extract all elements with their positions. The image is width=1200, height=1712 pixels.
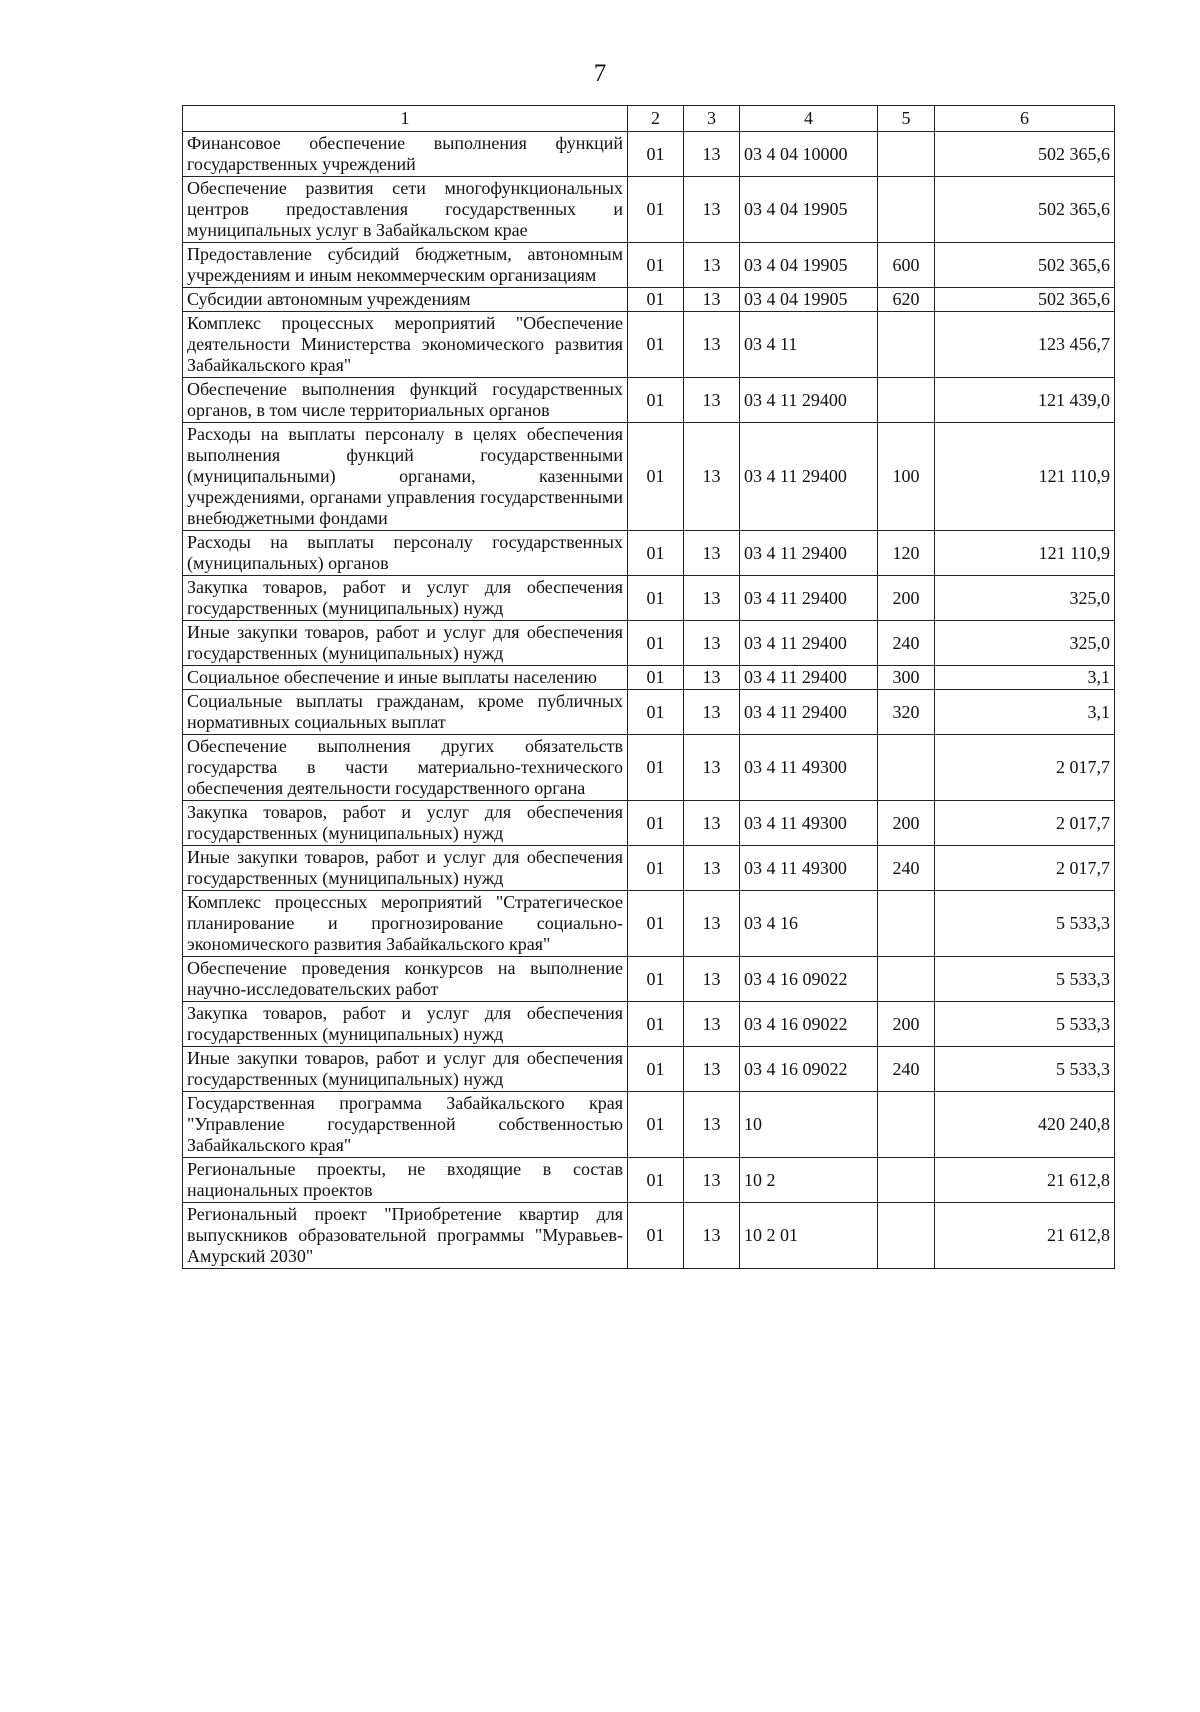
subsection-cell: 13	[684, 132, 740, 177]
table-row	[183, 666, 1115, 690]
table-row	[183, 243, 1115, 288]
expense-type-cell: 600	[878, 243, 935, 288]
target-article-cell: 03 4 11 29400	[740, 690, 878, 735]
page-number: 7	[593, 60, 607, 87]
subsection-cell: 13	[684, 891, 740, 957]
subsection-cell: 13	[684, 1203, 740, 1269]
expense-type-cell: 300	[878, 666, 935, 690]
amount-cell: 325,0	[935, 576, 1115, 621]
expense-type-cell: 620	[878, 288, 935, 312]
target-article-cell: 03 4 11 29400	[740, 666, 878, 690]
expense-type-cell	[878, 1092, 935, 1158]
subsection-cell: 13	[684, 735, 740, 801]
row-name-cell: Государственная программа Забайкальского края "Управление государственной собственностью Забайкальского края"	[183, 1092, 628, 1158]
amount-cell: 121 110,9	[935, 531, 1115, 576]
table-row	[183, 1092, 1115, 1158]
amount-cell: 21 612,8	[935, 1203, 1115, 1269]
amount-cell: 21 612,8	[935, 1158, 1115, 1203]
subsection-cell: 13	[684, 1002, 740, 1047]
amount-cell: 502 365,6	[935, 132, 1115, 177]
row-name-cell: Закупка товаров, работ и услуг для обеспечения государственных (муниципальных) нужд	[183, 576, 628, 621]
row-name-cell: Иные закупки товаров, работ и услуг для обеспечения государственных (муниципальных) нужд	[183, 1047, 628, 1092]
target-article-cell: 03 4 04 19905	[740, 288, 878, 312]
table-row	[183, 735, 1115, 801]
section-cell: 01	[628, 666, 684, 690]
table-row	[183, 690, 1115, 735]
table-header-row	[183, 106, 1115, 132]
amount-cell: 5 533,3	[935, 957, 1115, 1002]
row-name-cell: Региональные проекты, не входящие в состав национальных проектов	[183, 1158, 628, 1203]
table-row	[183, 531, 1115, 576]
target-article-cell: 03 4 11 29400	[740, 378, 878, 423]
row-name-cell: Закупка товаров, работ и услуг для обеспечения государственных (муниципальных) нужд	[183, 801, 628, 846]
section-cell: 01	[628, 1203, 684, 1269]
column-header: 5	[878, 106, 935, 132]
target-article-cell: 03 4 16	[740, 891, 878, 957]
row-name-cell: Закупка товаров, работ и услуг для обеспечения государственных (муниципальных) нужд	[183, 1002, 628, 1047]
section-cell: 01	[628, 312, 684, 378]
target-article-cell: 03 4 11 29400	[740, 531, 878, 576]
target-article-cell: 03 4 16 09022	[740, 1002, 878, 1047]
target-article-cell: 03 4 11	[740, 312, 878, 378]
subsection-cell: 13	[684, 576, 740, 621]
expense-type-cell	[878, 1158, 935, 1203]
expense-type-cell: 200	[878, 576, 935, 621]
table-body	[183, 132, 1115, 1269]
section-cell: 01	[628, 576, 684, 621]
section-cell: 01	[628, 1047, 684, 1092]
table-row	[183, 957, 1115, 1002]
expense-type-cell	[878, 957, 935, 1002]
section-cell: 01	[628, 378, 684, 423]
target-article-cell: 03 4 11 49300	[740, 735, 878, 801]
section-cell: 01	[628, 177, 684, 243]
target-article-cell: 03 4 16 09022	[740, 957, 878, 1002]
target-article-cell: 03 4 04 19905	[740, 243, 878, 288]
column-header: 2	[628, 106, 684, 132]
subsection-cell: 13	[684, 423, 740, 531]
row-name-cell: Субсидии автономным учреждениям	[183, 288, 628, 312]
expense-type-cell: 120	[878, 531, 935, 576]
table-row	[183, 378, 1115, 423]
row-name-cell: Комплекс процессных мероприятий "Стратегическое планирование и прогнозирование социально-экономического развития Забайкальского края"	[183, 891, 628, 957]
section-cell: 01	[628, 243, 684, 288]
target-article-cell: 10 2 01	[740, 1203, 878, 1269]
section-cell: 01	[628, 531, 684, 576]
row-name-cell: Расходы на выплаты персоналу в целях обеспечения выполнения функций государственными (муниципальными) органами, казенными учреждениями, органами управления государственными внебюджетными фондами	[183, 423, 628, 531]
amount-cell: 121 110,9	[935, 423, 1115, 531]
row-name-cell: Обеспечение развития сети многофункциональных центров предоставления государственных и муниципальных услуг в Забайкальском крае	[183, 177, 628, 243]
subsection-cell: 13	[684, 531, 740, 576]
target-article-cell: 03 4 11 29400	[740, 576, 878, 621]
amount-cell: 2 017,7	[935, 735, 1115, 801]
table-row	[183, 423, 1115, 531]
row-name-cell: Обеспечение выполнения других обязательств государства в части материально-технического обеспечения деятельности государственного органа	[183, 735, 628, 801]
section-cell: 01	[628, 735, 684, 801]
section-cell: 01	[628, 957, 684, 1002]
row-name-cell: Расходы на выплаты персоналу государственных (муниципальных) органов	[183, 531, 628, 576]
target-article-cell: 10 2	[740, 1158, 878, 1203]
section-cell: 01	[628, 288, 684, 312]
amount-cell: 5 533,3	[935, 1047, 1115, 1092]
column-header: 4	[740, 106, 878, 132]
table-row	[183, 891, 1115, 957]
target-article-cell: 03 4 11 49300	[740, 801, 878, 846]
table-row	[183, 801, 1115, 846]
target-article-cell: 03 4 11 29400	[740, 423, 878, 531]
expense-type-cell	[878, 177, 935, 243]
budget-table	[182, 105, 1115, 1269]
row-name-cell: Региональный проект "Приобретение квартир для выпускников образовательной программы "Муравьев-Амурский 2030"	[183, 1203, 628, 1269]
table-row	[183, 1002, 1115, 1047]
section-cell: 01	[628, 621, 684, 666]
subsection-cell: 13	[684, 378, 740, 423]
subsection-cell: 13	[684, 957, 740, 1002]
table-row	[183, 1158, 1115, 1203]
section-cell: 01	[628, 846, 684, 891]
column-header: 3	[684, 106, 740, 132]
amount-cell: 2 017,7	[935, 801, 1115, 846]
expense-type-cell: 240	[878, 621, 935, 666]
expense-type-cell: 240	[878, 1047, 935, 1092]
section-cell: 01	[628, 1002, 684, 1047]
subsection-cell: 13	[684, 177, 740, 243]
expense-type-cell	[878, 735, 935, 801]
subsection-cell: 13	[684, 666, 740, 690]
section-cell: 01	[628, 891, 684, 957]
section-cell: 01	[628, 690, 684, 735]
amount-cell: 325,0	[935, 621, 1115, 666]
row-name-cell: Социальные выплаты гражданам, кроме публичных нормативных социальных выплат	[183, 690, 628, 735]
table-row	[183, 312, 1115, 378]
section-cell: 01	[628, 1158, 684, 1203]
amount-cell: 121 439,0	[935, 378, 1115, 423]
row-name-cell: Иные закупки товаров, работ и услуг для обеспечения государственных (муниципальных) нужд	[183, 846, 628, 891]
table-row	[183, 288, 1115, 312]
subsection-cell: 13	[684, 621, 740, 666]
section-cell: 01	[628, 801, 684, 846]
amount-cell: 2 017,7	[935, 846, 1115, 891]
amount-cell: 502 365,6	[935, 288, 1115, 312]
column-header: 6	[935, 106, 1115, 132]
table-row	[183, 621, 1115, 666]
subsection-cell: 13	[684, 1092, 740, 1158]
amount-cell: 420 240,8	[935, 1092, 1115, 1158]
target-article-cell: 03 4 16 09022	[740, 1047, 878, 1092]
amount-cell: 3,1	[935, 666, 1115, 690]
row-name-cell: Обеспечение проведения конкурсов на выполнение научно-исследовательских работ	[183, 957, 628, 1002]
table-row	[183, 1047, 1115, 1092]
table-row	[183, 1203, 1115, 1269]
expense-type-cell: 100	[878, 423, 935, 531]
row-name-cell: Социальное обеспечение и иные выплаты населению	[183, 666, 628, 690]
subsection-cell: 13	[684, 801, 740, 846]
amount-cell: 3,1	[935, 690, 1115, 735]
target-article-cell: 03 4 04 10000	[740, 132, 878, 177]
amount-cell: 5 533,3	[935, 891, 1115, 957]
expense-type-cell	[878, 378, 935, 423]
subsection-cell: 13	[684, 312, 740, 378]
subsection-cell: 13	[684, 288, 740, 312]
subsection-cell: 13	[684, 243, 740, 288]
section-cell: 01	[628, 423, 684, 531]
subsection-cell: 13	[684, 846, 740, 891]
section-cell: 01	[628, 1092, 684, 1158]
expense-type-cell	[878, 891, 935, 957]
row-name-cell: Обеспечение выполнения функций государственных органов, в том числе территориальных органов	[183, 378, 628, 423]
row-name-cell: Иные закупки товаров, работ и услуг для обеспечения государственных (муниципальных) нужд	[183, 621, 628, 666]
section-cell: 01	[628, 132, 684, 177]
expense-type-cell: 240	[878, 846, 935, 891]
expense-type-cell	[878, 1203, 935, 1269]
target-article-cell: 03 4 11 49300	[740, 846, 878, 891]
expense-type-cell	[878, 132, 935, 177]
row-name-cell: Предоставление субсидий бюджетным, автономным учреждениям и иным некоммерческим организациям	[183, 243, 628, 288]
column-header: 1	[183, 106, 628, 132]
expense-type-cell: 200	[878, 1002, 935, 1047]
table-row	[183, 576, 1115, 621]
expense-type-cell: 200	[878, 801, 935, 846]
subsection-cell: 13	[684, 1047, 740, 1092]
amount-cell: 502 365,6	[935, 177, 1115, 243]
table-row	[183, 177, 1115, 243]
row-name-cell: Комплекс процессных мероприятий "Обеспечение деятельности Министерства экономического развития Забайкальского края"	[183, 312, 628, 378]
subsection-cell: 13	[684, 690, 740, 735]
expense-type-cell: 320	[878, 690, 935, 735]
target-article-cell: 03 4 04 19905	[740, 177, 878, 243]
table-row	[183, 846, 1115, 891]
row-name-cell: Финансовое обеспечение выполнения функций государственных учреждений	[183, 132, 628, 177]
target-article-cell: 03 4 11 29400	[740, 621, 878, 666]
amount-cell: 123 456,7	[935, 312, 1115, 378]
subsection-cell: 13	[684, 1158, 740, 1203]
expense-type-cell	[878, 312, 935, 378]
amount-cell: 5 533,3	[935, 1002, 1115, 1047]
target-article-cell: 10	[740, 1092, 878, 1158]
table-row	[183, 132, 1115, 177]
amount-cell: 502 365,6	[935, 243, 1115, 288]
